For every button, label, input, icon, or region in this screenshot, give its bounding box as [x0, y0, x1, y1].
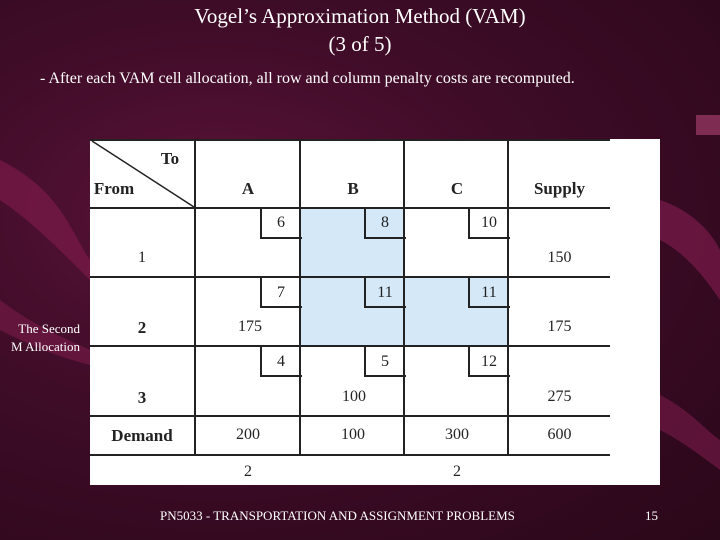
column-header-b: B	[347, 179, 359, 198]
column-penalty-c: 2	[453, 463, 461, 480]
cost-2c: 11	[481, 284, 497, 301]
corner-from-label: From	[93, 179, 135, 198]
row-penalty-1: 4	[650, 234, 658, 251]
footer-text: PN5033 - TRANSPORTATION AND ASSIGNMENT PROBLEMS	[160, 508, 515, 523]
side-label-line: M Allocation	[11, 339, 80, 354]
cost-1a: 6	[277, 214, 285, 231]
cost-3b: 5	[381, 353, 389, 370]
column-header-supply: Supply	[533, 179, 586, 198]
cost-2b: 11	[377, 284, 393, 301]
supply-1: 150	[547, 249, 572, 266]
side-label-line: The Second	[18, 321, 80, 336]
page-number: 15	[645, 508, 658, 523]
grid-line	[90, 345, 610, 347]
side-label	[0, 320, 80, 356]
row-label-2: 2	[137, 318, 147, 337]
grid-line	[90, 276, 610, 278]
bullet-text: - After each VAM cell allocation, all row and column penalty costs are recomputed.	[40, 70, 575, 87]
demand-c: 300	[445, 426, 469, 443]
slide-title: Vogel’s Approximation Method (VAM)	[194, 4, 526, 28]
column-header-c: C	[450, 179, 464, 198]
column-penalty-a: 2	[244, 463, 252, 480]
cost-1c: 10	[481, 214, 497, 231]
row-label-3: 3	[137, 388, 147, 407]
allocation-3b: 100	[342, 388, 366, 405]
column-header-a: A	[241, 179, 255, 198]
transportation-table	[90, 139, 660, 485]
cost-2a: 7	[277, 284, 285, 301]
cost-3a: 4	[277, 353, 285, 370]
grid-line	[90, 415, 610, 417]
slide-title-part: (3 of 5)	[328, 32, 392, 56]
demand-label: Demand	[111, 426, 173, 445]
demand-a: 200	[236, 426, 260, 443]
demand-b: 100	[341, 426, 365, 443]
row-penalty-3: 8	[650, 373, 658, 390]
cost-1b: 8	[381, 214, 389, 231]
cost-3c: 12	[481, 353, 497, 370]
grid-line	[90, 454, 610, 456]
supply-2: 175	[547, 318, 572, 335]
demand-total: 600	[547, 426, 572, 443]
supply-3: 275	[547, 388, 572, 405]
allocation-2a: 175	[238, 318, 262, 335]
corner-to-label: To	[160, 149, 180, 168]
row-label-1: 1	[138, 249, 146, 266]
